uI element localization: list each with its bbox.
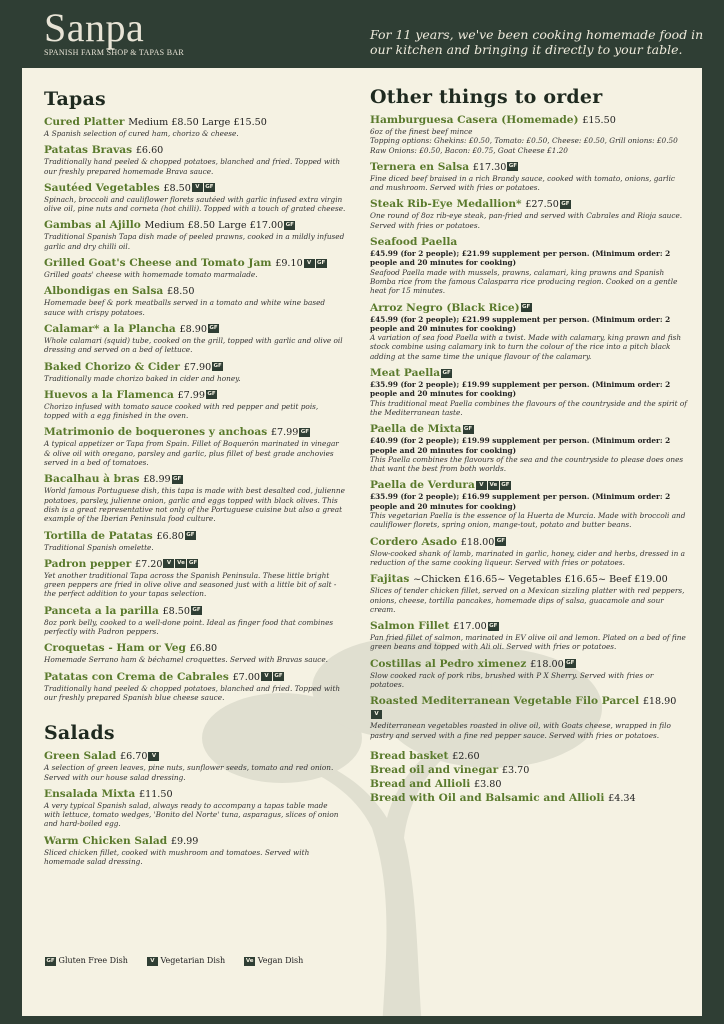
item-description: Slices of tender chicken fillet, served on a Mexican sizzling platter with red peppers, onions, cheese, tortilla pancakes, homemade dips of salsa, guacamole and sour cream. <box>370 586 685 614</box>
item-title: Grilled Goat's Cheese and Tomato Jam <box>44 257 272 270</box>
menu-item <box>44 530 346 552</box>
vegetarian-badge-icon: V <box>192 183 203 192</box>
vegetarian-badge-icon: V <box>476 481 487 490</box>
extra-name: Bread oil and vinegar <box>370 763 499 776</box>
gluten-free-badge-icon: GF <box>46 957 55 964</box>
item-description: Traditionally hand peeled & chopped potatoes, blanched and fried. Topped with our freshly prepared Spanish blue cheese sauce. <box>44 683 341 702</box>
gluten-free-badge-icon: GF <box>317 259 326 266</box>
item-description: World famous Portuguese dish, this tapa is made with best desalted cod, julienne potatoes, parsley, julienne onion, garlic and eggs topped with black olives. This dish is a great representative not only of the Portuguese cuisine but also a great example of the Iberian Peninsula food culture. <box>44 486 345 524</box>
salads-heading: Salads <box>44 722 115 745</box>
gluten-free-badge-icon: GF <box>566 660 575 667</box>
item-price: £17.30 <box>472 161 507 173</box>
right-column <box>370 86 688 806</box>
extra-item <box>370 764 688 777</box>
gluten-free-badge-icon: GF <box>522 304 531 311</box>
menu-item <box>370 573 688 614</box>
item-description: Spinach, broccoli and cauliflower florets sautéed with garlic infused extra virgin olive oil, pine nuts and corneta (hot chilli). Topped with a touch of grated cheese. <box>44 194 346 214</box>
item-name <box>370 236 688 249</box>
item-description: Homemade Serrano ham & béchamel croquettes. Served with Bravas sauce. <box>44 655 328 665</box>
item-title: Hamburguesa Casera (Homemade) <box>370 114 579 126</box>
item-title: Panceta a la parilla <box>44 604 159 617</box>
menu-item <box>44 361 346 383</box>
menu-item <box>44 750 346 782</box>
item-name <box>44 182 346 195</box>
item-description: This traditional meat Paella combines the flavours of the countryside and the spirit of the Mediterranean taste. <box>370 398 687 417</box>
item-price: £7.99 <box>177 389 206 401</box>
item-name <box>44 426 346 439</box>
item-title: Costillas al Pedro ximenez <box>370 657 527 670</box>
menu-item <box>44 426 346 467</box>
other-heading: Other things to order <box>370 86 603 108</box>
item-description: Grilled goats' cheese with homemade tomato marmalade. <box>44 270 258 280</box>
item-pricing: £35.99 (for 2 people); £19.99 supplement per person. (Minimum order: 2 people and 20 minutes for cooking) <box>370 380 671 399</box>
item-price: £27.50 <box>525 199 559 211</box>
gluten-free-badge-icon: GF <box>207 391 216 398</box>
legend-label: Vegetarian Dish <box>160 956 226 965</box>
item-name <box>370 161 688 174</box>
item-name <box>370 536 688 549</box>
item-title: Huevos a la Flamenca <box>44 388 174 401</box>
item-name <box>44 144 346 157</box>
item-price: £9.10 <box>275 258 303 270</box>
item-title: Seafood Paella <box>370 236 458 249</box>
item-name <box>44 530 346 543</box>
left-column <box>44 88 346 872</box>
menu-item <box>44 835 346 867</box>
gluten-free-badge-icon: GF <box>508 163 517 170</box>
gluten-free-badge-icon: GF <box>173 475 182 482</box>
item-price: £18.90 <box>642 696 677 708</box>
item-price: £8.50 <box>163 182 191 194</box>
item-name <box>370 302 688 315</box>
item-price: £9.99 <box>170 835 199 847</box>
menu-item <box>44 144 346 176</box>
item-description: A very typical Spanish salad, always ready to accompany a tapas table made with lettuce, tomato wedges, 'Bonito del Norte' tuna, asparagus, slices of onion and hard-boiled egg. <box>44 800 339 829</box>
item-name <box>44 788 346 801</box>
item-name <box>370 114 688 127</box>
tapas-heading: Tapas <box>44 88 106 110</box>
item-title: Ensalada Mixta <box>44 787 136 800</box>
item-name <box>44 361 346 374</box>
item-description: Homemade beef & pork meatballs served in a tomato and white wine based sauce with crispy potatoes. <box>44 298 326 317</box>
tagline: For 11 years, we've been cooking homemade food in our kitchen and bringing it directly to your table. <box>370 27 704 57</box>
menu-item <box>44 285 346 317</box>
item-description: Yet another traditional Tapa across the Spanish Peninsula. These little bright green peppers are fried in olive olive and seasoned just with a little bit of salt - the perfect addition to your tapas selection. <box>44 570 337 599</box>
item-price: £18.00 <box>460 536 495 548</box>
menu-item <box>370 536 688 568</box>
item-price: £7.99 <box>270 427 299 439</box>
item-title: Warm Chicken Salad <box>44 834 168 847</box>
item-description: Slow-cooked shank of lamb, marinated in garlic, honey, cider and herbs, dressed in a reduction of the same cooking liqueur. Served with fries or potatoes. <box>370 548 685 567</box>
legend-entry <box>44 956 128 966</box>
salads-list <box>44 750 346 866</box>
gluten-free-badge-icon: GF <box>274 673 283 680</box>
menu-item <box>44 389 346 421</box>
item-name <box>44 671 346 684</box>
gluten-free-badge-icon: GF <box>496 538 506 545</box>
vegetarian-badge-icon: V <box>163 559 174 568</box>
menu-item <box>44 182 346 214</box>
menu-item <box>370 198 688 230</box>
item-name <box>370 695 688 721</box>
item-name <box>370 198 688 211</box>
extras-list <box>370 750 688 805</box>
gluten-free-badge-icon: GF <box>300 428 310 435</box>
item-title: Ternera en Salsa <box>370 160 470 173</box>
item-price: £6.80 <box>189 643 218 655</box>
item-description: Slow cooked rack of pork ribs, brushed with P X Sherry. Served with fries or potatoes. <box>370 670 654 689</box>
vegan-badge-icon: Ve <box>489 481 498 488</box>
item-name <box>44 558 346 571</box>
item-price: £15.50 <box>582 115 616 126</box>
item-title: Matrimonio de boquerones y anchoas <box>44 426 268 439</box>
item-description: Chorizo infused with tomato sauce cooked with red pepper and petit pois, topped with a egg finished in the oven. <box>44 401 319 421</box>
item-description: Sliced chicken fillet, cooked with mushroom and tomatoes. Served with homemade salad dressing. <box>44 847 310 866</box>
item-description: One round of 8oz rib-eye steak, pan-fried and served with Cabrales and Rioja sauce. Served with fries or potatoes. <box>370 211 683 230</box>
item-title: Patatas con Crema de Cabrales <box>44 670 229 683</box>
item-name <box>44 389 346 402</box>
item-title: Baked Chorizo & Cider <box>44 360 181 373</box>
item-description: Mediterranean vegetables roasted in olive oil, with Goats cheese, wrapped in filo pastry and served with a fine red pepper sauce. Served with fries or potatoes. <box>370 721 671 740</box>
item-description: Traditional Spanish omelette. <box>44 542 154 552</box>
extra-name: Bread with Oil and Balsamic and Allioli <box>370 791 605 804</box>
item-description: Traditional Spanish Tapa dish made of peeled prawns, cooked in a mildly infused garlic and dry chilli oil. <box>44 232 345 251</box>
item-price: £6.80 <box>156 530 184 542</box>
item-price: £8.50 <box>166 286 195 298</box>
item-title: Cordero Asado <box>370 535 458 548</box>
item-pricing: £45.99 (for 2 people); £21.99 supplement per person. (Minimum order: 2 people and 20 minutes for cooking) <box>370 314 671 333</box>
item-description: A Spanish selection of cured ham, chorizo & cheese. <box>44 129 239 138</box>
item-title: Patatas Bravas <box>44 144 133 157</box>
legend-label: Gluten Free Dish <box>58 956 128 965</box>
menu-item <box>370 236 688 295</box>
menu-item <box>44 642 346 664</box>
item-name <box>44 219 346 232</box>
menu-item <box>370 620 688 652</box>
item-title: Gambas al Ajillo <box>44 219 141 232</box>
vegetarian-badge-icon: V <box>147 957 158 966</box>
menu-item <box>370 695 688 740</box>
item-pricing: £40.99 (for 2 people); £19.99 supplement per person. (Minimum order: 2 people and 20 minutes for cooking) <box>370 436 671 455</box>
item-description: This vegetarian Paella is the essence of la Huerta de Murcia. Made with broccoli and cauliflower florets, spring onion, mange-tout, potato and butter beans. <box>370 511 686 530</box>
gluten-free-badge-icon: GF <box>501 481 510 488</box>
item-description: Seafood Paella made with mussels, prawns, calamari, king prawns and Spanish Bomba rice from the famous Calasparra rice producing region. Cooked on a gentle heat for 15 minutes. <box>370 267 678 296</box>
item-name <box>44 835 346 848</box>
item-name <box>44 323 346 336</box>
item-description: Pan fried fillet of salmon, marinated in EV olive oil and lemon. Plated on a bed of fine green beans and topped with Ali oli. Served with fries or potatoes. <box>370 633 686 652</box>
item-price: £11.50 <box>138 788 173 800</box>
legend-label: Vegan Dish <box>257 956 304 965</box>
item-name <box>370 658 688 671</box>
vegan-badge-icon: Ve <box>177 560 185 567</box>
menu-item <box>370 479 688 529</box>
gluten-free-badge-icon: GF <box>205 184 214 191</box>
menu-item <box>44 605 346 637</box>
item-name <box>370 423 688 436</box>
logo: Sanpa <box>44 5 145 50</box>
item-description: Whole calamari (squid) tube, cooked on the grill, topped with garlic and olive oil dressing and served on a bed of lettuce. <box>44 335 343 355</box>
item-price: £6.60 <box>135 145 164 157</box>
gluten-free-badge-icon: GF <box>209 325 218 332</box>
item-title: Roasted Mediterranean Vegetable Filo Parcel <box>370 695 640 708</box>
item-name <box>44 473 346 486</box>
item-title: Sautéed Vegetables <box>44 181 160 194</box>
item-title: Meat Paella <box>370 367 441 380</box>
item-name <box>44 285 346 298</box>
vegetarian-badge-icon: V <box>148 752 159 761</box>
item-description: 8oz pork belly, cooked to a well-done point. Ideal as finger food that combines perfectly with Padron peppers. <box>44 617 334 637</box>
item-name <box>370 479 688 492</box>
item-description: This Paella combines the flavours of the sea and the countryside to please does ones that want the best from both worlds. <box>370 454 684 474</box>
item-description: Fine diced beef braised in a rich Brandy sauce, cooked with tomato, onions, garlic and mushroom. Served with fries or potatoes. <box>370 173 676 193</box>
extra-price: £3.70 <box>501 764 530 776</box>
item-pricing: £45.99 (for 2 people); £21.99 supplement per person. (Minimum order: 2 people and 20 minutes for cooking) <box>370 249 671 268</box>
menu-item <box>370 161 688 193</box>
item-title: Croquetas - Ham or Veg <box>44 642 186 655</box>
item-description: Traditionally made chorizo baked in cider and honey. <box>44 373 241 383</box>
item-price: £8.50 <box>162 605 190 617</box>
vegetarian-badge-icon: V <box>371 710 382 719</box>
menu-item <box>44 219 346 251</box>
item-pricing: £35.99 (for 2 people); £16.99 supplement per person. (Minimum order: 2 people and 20 minutes for cooking) <box>370 492 671 511</box>
item-title: Paella de Verdura <box>370 479 475 492</box>
menu-item <box>44 788 346 829</box>
item-title: Calamar* a la Plancha <box>44 322 176 335</box>
menu-page <box>22 68 702 1016</box>
dietary-legend <box>44 956 374 966</box>
menu-item <box>370 423 688 473</box>
item-price: £6.70 <box>120 751 148 763</box>
item-title: Padron pepper <box>44 557 132 570</box>
menu-item <box>44 323 346 355</box>
item-price: £7.90 <box>183 361 212 373</box>
vegan-badge-icon: Ve <box>245 957 254 964</box>
logo-subtitle: SPANISH FARM SHOP & TAPAS BAR <box>44 48 185 57</box>
item-title: Bacalhau à bras <box>44 473 140 486</box>
gluten-free-badge-icon: GF <box>188 560 198 567</box>
gluten-free-badge-icon: GF <box>561 200 570 207</box>
menu-item <box>44 116 346 138</box>
item-description: 6oz of the finest beef mince <box>370 127 473 136</box>
item-title: Arroz Negro (Black Rice) <box>370 301 520 314</box>
extra-item <box>370 778 688 791</box>
item-name <box>44 116 346 129</box>
menu-item <box>44 473 346 523</box>
item-description: A typical appetizer or Tapa from Spain. Fillet of Boquerón marinated in vinegar & olive oil with oregano, parsley and garlic, plus fillet of best grade anchovies served in a bed of tomatoes. <box>44 439 339 468</box>
item-price: Medium £8.50 Large £15.50 <box>128 117 267 128</box>
menu-item <box>370 302 688 361</box>
item-price: £8.90 <box>179 323 207 335</box>
menu-item <box>370 367 688 417</box>
extra-name: Bread basket <box>370 749 449 762</box>
item-price: ~Chicken £16.65~ Vegetables £16.65~ Beef £19.00 <box>413 574 668 586</box>
extra-name: Bread and Allioli <box>370 777 471 790</box>
item-name <box>44 642 346 655</box>
item-name <box>370 367 688 380</box>
vegetarian-badge-icon: V <box>261 672 272 681</box>
extra-item <box>370 750 688 763</box>
item-title: Paella de Mixta <box>370 423 462 436</box>
item-price: £18.00 <box>530 658 564 670</box>
item-name <box>370 620 688 633</box>
gluten-free-badge-icon: GF <box>442 369 451 376</box>
gluten-free-badge-icon: GF <box>186 532 195 539</box>
gluten-free-badge-icon: GF <box>213 363 222 370</box>
extra-price: £4.34 <box>608 792 636 804</box>
gluten-free-badge-icon: GF <box>463 425 473 432</box>
item-title: Fajitas <box>370 573 410 586</box>
gluten-free-badge-icon: GF <box>285 221 294 228</box>
header <box>0 0 724 62</box>
item-note: Topping options: Ghekins: £0.50, Tomato: £0.50, Cheese: £0.50, Grill onions: £0.50 Raw Onions: £0.50, Bacon: £0.75, Goat Cheese £1.20 <box>370 136 678 155</box>
item-name <box>44 257 346 270</box>
item-name <box>44 605 346 618</box>
tapas-list <box>44 116 346 702</box>
item-price: £17.00 <box>453 621 487 633</box>
legend-entry <box>146 956 225 966</box>
menu-item <box>44 558 346 599</box>
item-description: A variation of sea food Paella with a twist. Made with calamary, king prawn and fish stock combine using calamary ink to turn the colour of the rice into a pitch black adding at the same time the unique flavour of the calamary. <box>370 333 682 361</box>
legend-entry <box>243 956 303 966</box>
item-description: A selection of green leaves, pine nuts, sunflower seeds, tomato and red onion. Served with our house salad dressing. <box>44 763 334 782</box>
menu-item <box>44 671 346 703</box>
extra-price: £3.80 <box>474 778 502 790</box>
item-title: Albondigas en Salsa <box>44 285 164 298</box>
item-price: Medium £8.50 Large £17.00 <box>144 220 284 232</box>
item-title: Steak Rib-Eye Medallion* <box>370 198 522 211</box>
item-title: Salmon Fillet <box>370 620 450 633</box>
vegetarian-badge-icon: V <box>304 259 315 268</box>
menu-item <box>44 257 346 279</box>
item-description: Traditionally hand peeled & chopped potatoes, blanched and fried. Topped with our freshly prepared homemade Brava sauce. <box>44 157 341 176</box>
item-title: Green Salad <box>44 750 117 763</box>
menu-item <box>370 114 688 155</box>
item-price: £7.00 <box>232 671 261 683</box>
item-title: Tortilla de Patatas <box>44 529 153 542</box>
item-name <box>370 573 688 586</box>
item-name <box>44 750 346 763</box>
gluten-free-badge-icon: GF <box>489 622 498 629</box>
item-title: Cured Platter <box>44 116 125 128</box>
gluten-free-badge-icon: GF <box>192 607 201 614</box>
other-list <box>370 114 688 740</box>
menu-item <box>370 658 688 690</box>
item-price: £8.99 <box>143 474 171 486</box>
item-price: £7.20 <box>134 558 163 570</box>
extra-item <box>370 792 688 805</box>
extra-price: £2.60 <box>452 750 480 762</box>
